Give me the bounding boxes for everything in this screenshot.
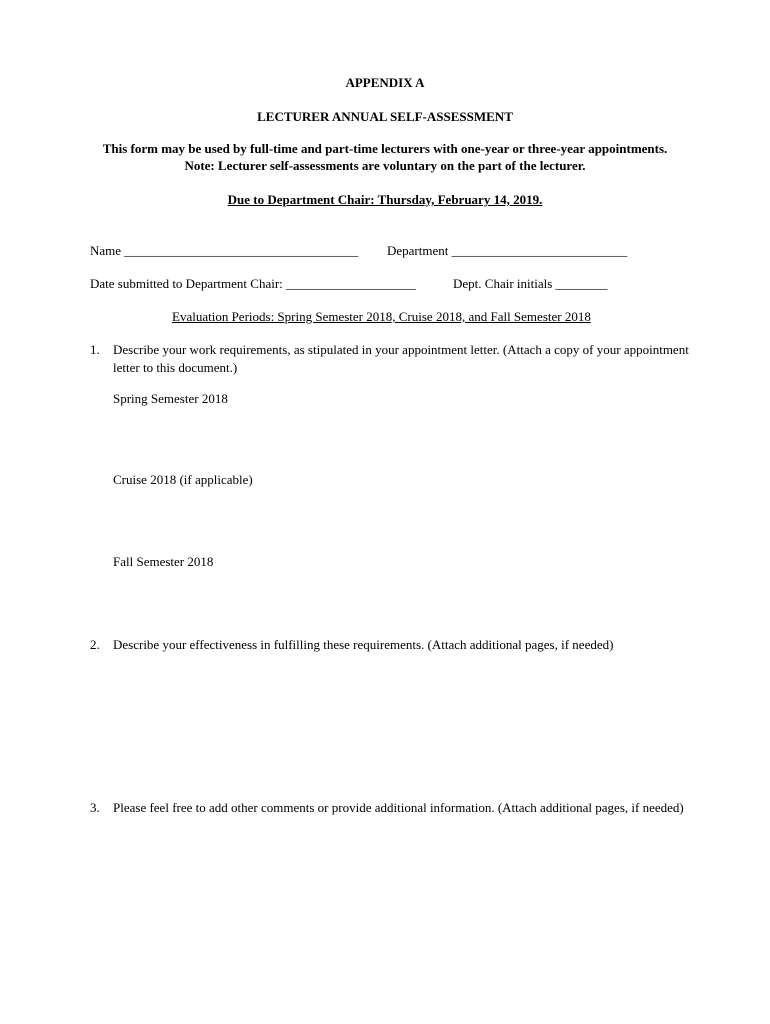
question-2 bbox=[90, 636, 690, 654]
chair-initials-label: Dept. Chair initials bbox=[453, 276, 553, 291]
chair-initials-field[interactable]: ________ bbox=[555, 276, 608, 291]
date-submitted-field[interactable]: ____________________ bbox=[286, 276, 417, 291]
question-text: Describe your effectiveness in fulfilling these requirements. (Attach additional pages, if needed) bbox=[113, 637, 614, 652]
question-1 bbox=[90, 341, 690, 377]
question-text: Describe your work requirements, as stipulated in your appointment letter. (Attach a copy of your appointment letter to this document.) bbox=[113, 342, 689, 375]
appendix-heading: APPENDIX A bbox=[345, 75, 425, 90]
intro-paragraph: This form may be used by full-time and part-time lecturers with one-year or three-year appointments. Note: Lecturer self-assessments are voluntary on the part of the lecturer. bbox=[102, 141, 668, 173]
department-row bbox=[387, 243, 627, 259]
question-number: 1. bbox=[90, 342, 100, 357]
subsection-cruise-2018: Cruise 2018 (if applicable) bbox=[113, 472, 253, 487]
name-label: Name bbox=[90, 243, 122, 258]
name-row bbox=[90, 243, 358, 259]
subsection-fall-2018: Fall Semester 2018 bbox=[113, 554, 214, 569]
question-number: 3. bbox=[90, 800, 100, 815]
question-text: Please feel free to add other comments or provide additional information. (Attach additional pages, if needed) bbox=[113, 800, 684, 815]
due-date-notice: Due to Department Chair: Thursday, February 14, 2019. bbox=[227, 192, 543, 207]
question-number: 2. bbox=[90, 637, 100, 652]
form-title: LECTURER ANNUAL SELF-ASSESSMENT bbox=[257, 109, 513, 124]
department-label: Department bbox=[387, 243, 449, 258]
date-row bbox=[90, 276, 416, 292]
initials-row bbox=[453, 276, 608, 292]
evaluation-periods: Evaluation Periods: Spring Semester 2018, Cruise 2018, and Fall Semester 2018 bbox=[172, 309, 591, 324]
subsection-spring-2018: Spring Semester 2018 bbox=[113, 391, 228, 406]
name-field[interactable]: ____________________________________ bbox=[124, 243, 359, 258]
date-submitted-label: Date submitted to Department Chair: bbox=[90, 276, 283, 291]
question-3 bbox=[90, 799, 690, 817]
department-field[interactable]: ___________________________ bbox=[451, 243, 628, 258]
